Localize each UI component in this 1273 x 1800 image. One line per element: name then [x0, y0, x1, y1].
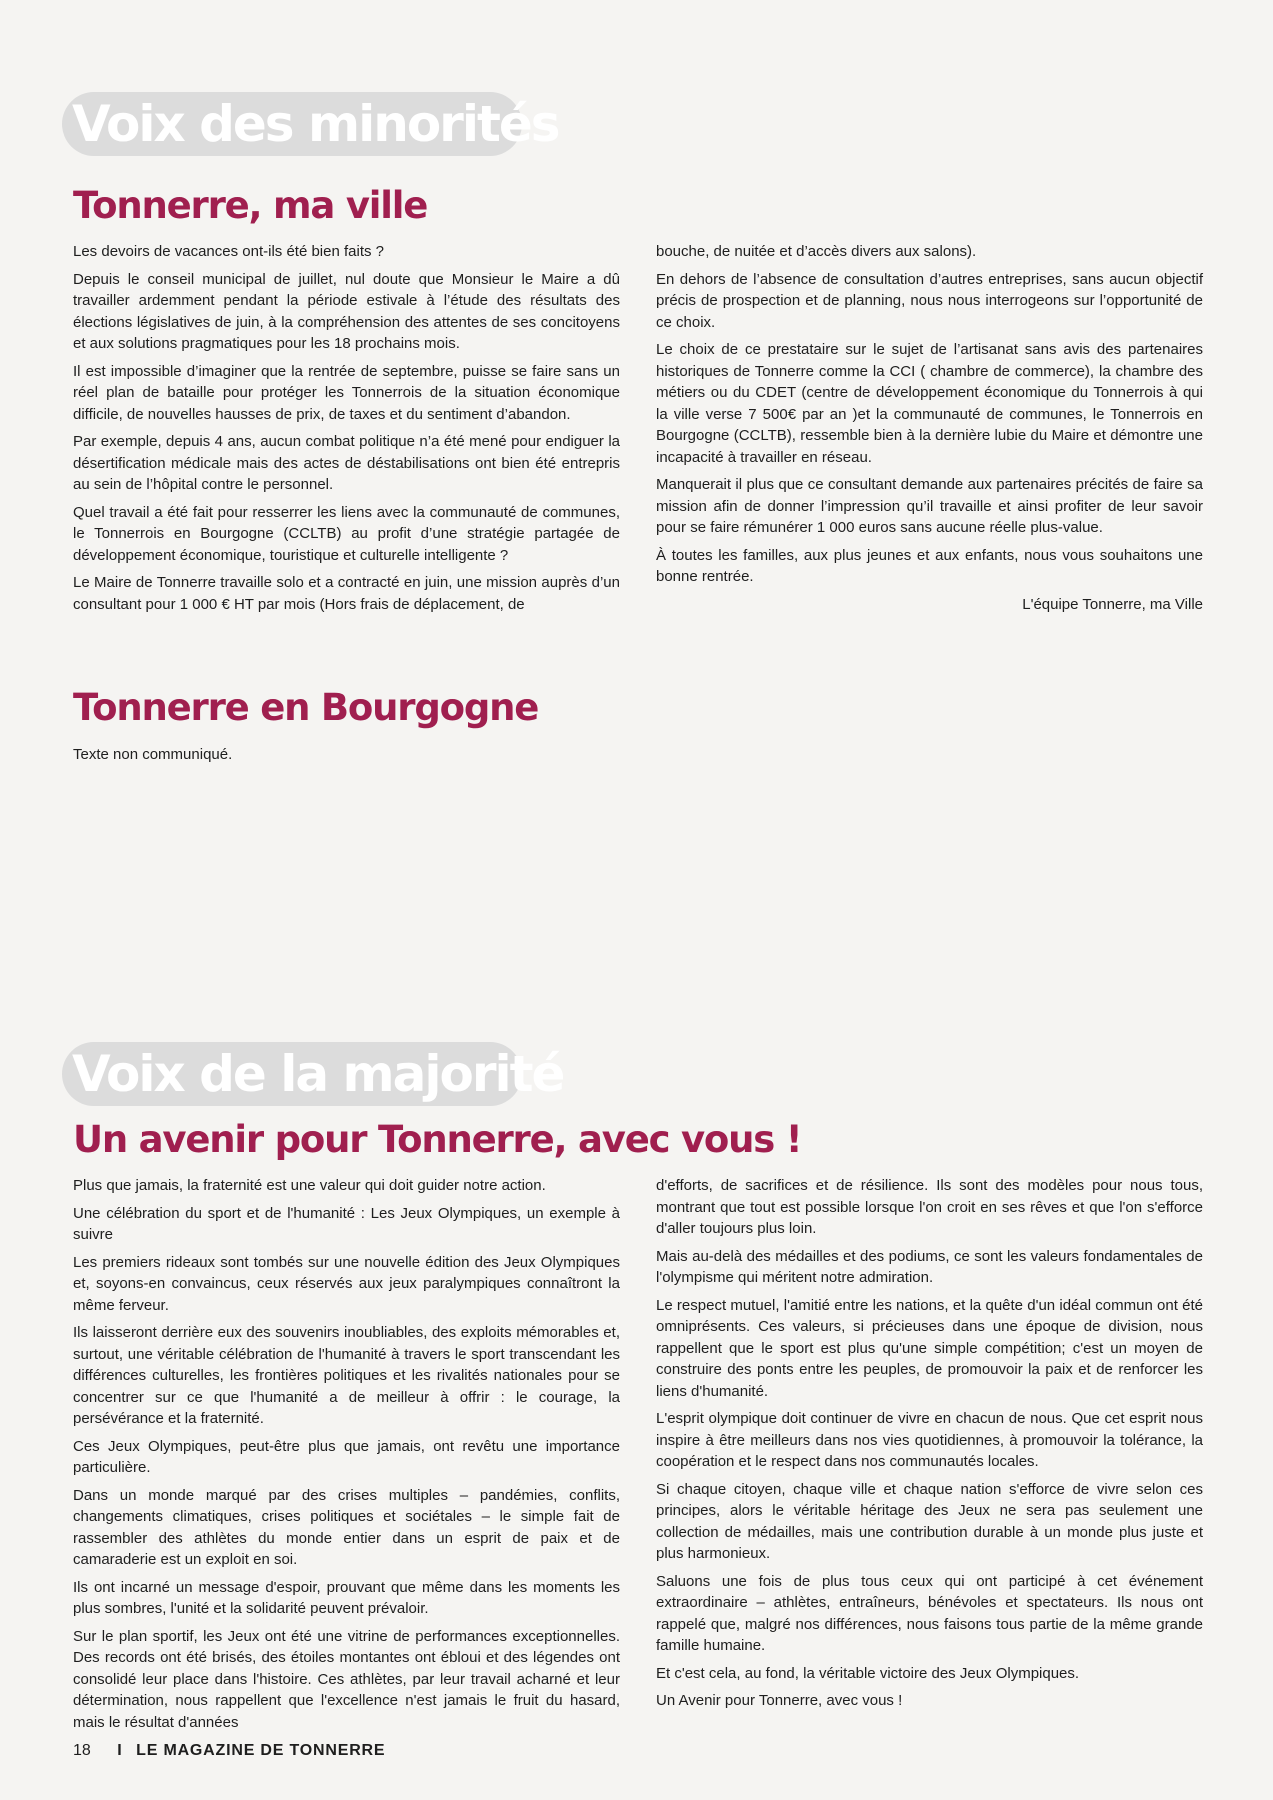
signature: L'équipe Tonnerre, ma Ville	[1022, 595, 1203, 613]
paragraph: Le respect mutuel, l'amitié entre les nations, et la quête d'un idéal commun ont été omniprésents. Ces valeurs, si précieuses dans une époque de division, nous rappellent que le sport est plus qu'une simple compétition; c'est un moyen de construire des ponts entre les peuples, de promouvoir la paix et de renforcer les liens d'humanité.	[656, 1296, 1203, 1400]
paragraph: Ils laisseront derrière eux des souvenirs inoubliables, des exploits mémorables et, surtout, une véritable célébration de l'humanité à travers le sport transcendant les différences culturelles, les frontières politiques et les rivalités nationales pour se concentrer sur ce que l'humanité a de meilleur à offrir : le courage, la persévérance et la fraternité.	[73, 1324, 620, 1427]
article-tonnerre-en-bourgogne	[73, 744, 620, 772]
article-tonnerre-ma-ville-left-column	[73, 241, 620, 621]
paragraph: Quel travail a été fait pour resserrer les liens avec la communauté de communes, le Tonnerrois en Bourgogne (CCLTB) au profit d’une stratégie partagée de développement économique, touristique et culturelle intelligente ?	[73, 503, 620, 564]
footer-separator: I	[117, 1742, 122, 1759]
heading-tonnerre-ma-ville: Tonnerre, ma ville	[73, 184, 428, 227]
paragraph: Dans un monde marqué par des crises multiples – pandémies, conflits, changements climatiques, crises politiques et sociétales – le simple fait de rassembler des athlètes du monde entier dans un esprit de paix et de camaraderie est un exploit en soi.	[73, 1486, 620, 1568]
paragraph: d'efforts, de sacrifices et de résilience. Ils sont des modèles pour nous tous, montrant que tout est possible lorsque l'on croit en ses rêves et que l'on s'efforce d'aller toujours plus loin.	[656, 1177, 1203, 1237]
paragraph: Par exemple, depuis 4 ans, aucun combat politique n’a été mené pour endiguer la désertification médicale mais des actes de déstabilisations ont bien été entrepris au sein de l’hôpital contre le personnel.	[73, 433, 620, 493]
paragraph: Une célébration du sport et de l'humanité : Les Jeux Olympiques, un exemple à suivre	[73, 1204, 620, 1243]
paragraph: Depuis le conseil municipal de juillet, nul doute que Monsieur le Maire a dû travailler ardemment pendant la période estivale à l’étude des résultats des élections législatives de juin, à la compréhension des attentes de ses concitoyens et aux solutions pragmatiques pour les 18 prochains mois.	[73, 270, 620, 352]
paragraph: Sur le plan sportif, les Jeux ont été une vitrine de performances exceptionnelles. Des records ont été brisés, des étoiles montantes ont ébloui et des légendes ont consolidé leur place dans l'histoire. Ces athlètes, par leur travail acharné et leur détermination, nous rappellent que l'excellence n'est jamais le fruit du hasard, mais le résultat d'années	[73, 1627, 620, 1731]
article-majorite-right-column	[656, 1175, 1203, 1718]
magazine-name: LE MAGAZINE DE TONNERRE	[136, 1742, 386, 1759]
paragraph: Saluons une fois de plus tous ceux qui ont participé à cet événement extraordinaire – athlètes, entraîneurs, bénévoles et spectateurs. Ils nous ont rappelé que, malgré nos différences, nous faisons tous partie de la même grande famille humaine.	[656, 1572, 1203, 1654]
article-majorite-left-column	[73, 1175, 620, 1739]
paragraph: Texte non communiqué.	[73, 746, 233, 763]
paragraph: En dehors de l’absence de consultation d’autres entreprises, sans aucun objectif précis de prospection et de planning, nous nous interrogeons sur l’opportunité de ce choix.	[656, 270, 1203, 331]
paragraph: Un Avenir pour Tonnerre, avec vous !	[656, 1692, 903, 1709]
paragraph: Mais au-delà des médailles et des podiums, ce sont les valeurs fondamentales de l'olympisme qui méritent notre admiration.	[656, 1247, 1203, 1286]
page-footer	[73, 1742, 385, 1760]
paragraph: Plus que jamais, la fraternité est une valeur qui doit guider notre action.	[73, 1177, 546, 1194]
paragraph: Il est impossible d’imaginer que la rentrée de septembre, puisse se faire sans un réel plan de bataille pour protéger les Tonnerrois de la situation économique difficile, de nouvelles hausses de prix, de taxes et du sentiment d’abandon.	[73, 362, 620, 423]
paragraph: Et c'est cela, au fond, la véritable victoire des Jeux Olympiques.	[656, 1664, 1080, 1682]
paragraph: Les devoirs de vacances ont-ils été bien faits ?	[73, 243, 385, 260]
article-tonnerre-ma-ville-right-column	[656, 241, 1203, 621]
paragraph: À toutes les familles, aux plus jeunes et aux enfants, nous vous souhaitons une bonne rentrée.	[656, 546, 1203, 585]
paragraph: Ces Jeux Olympiques, peut-être plus que jamais, ont revêtu une importance particulière.	[73, 1437, 620, 1476]
paragraph: Ils ont incarné un message d'espoir, prouvant que même dans les moments les plus sombres, l'unité et la solidarité peuvent prévaloir.	[73, 1578, 620, 1617]
paragraph: Le choix de ce prestataire sur le sujet de l’artisanat sans avis des partenaires historiques de Tonnerre comme la CCI ( chambre de commerce), la chambre des métiers ou du CDET (centre de développement économique du Tonnerrois à qui la ville verse 7 500€ par an )et la communauté de communes, le Tonnerrois en Bourgogne (CCLTB), ressemble bien à la dernière lubie du Maire et démontre une incapacité à travailler en réseau.	[656, 341, 1203, 466]
banner-voix-des-minorites: Voix des minorités	[62, 92, 522, 156]
banner-voix-de-la-majorite: Voix de la majorité	[62, 1042, 522, 1106]
paragraph: Les premiers rideaux sont tombés sur une nouvelle édition des Jeux Olympiques et, soyons-en convaincus, ceux réservés aux jeux paralympiques connaîtront la même ferveur.	[73, 1253, 620, 1314]
paragraph: bouche, de nuitée et d’accès divers aux salons).	[656, 243, 977, 260]
paragraph: Si chaque citoyen, chaque ville et chaque nation s'efforce de vivre selon ces principes, alors le véritable héritage des Jeux ne sera pas seulement une collection de médailles, mais une contribution durable à un monde plus juste et plus harmonieux.	[656, 1480, 1203, 1562]
paragraph: Le Maire de Tonnerre travaille solo et a contracté en juin, une mission auprès d’un consultant pour 1 000 € HT par mois (Hors frais de déplacement, de	[73, 574, 620, 613]
heading-un-avenir-pour-tonnerre: Un avenir pour Tonnerre, avec vous !	[73, 1118, 802, 1161]
heading-tonnerre-en-bourgogne: Tonnerre en Bourgogne	[73, 686, 539, 729]
paragraph: Manquerait il plus que ce consultant demande aux partenaires précités de faire sa mission afin de donner l’impression qu’il travaille et ainsi profiter de leur savoir pour se faire rémunérer 1 000 euros sans aucune réelle plus-value.	[656, 476, 1203, 536]
page-number: 18	[73, 1742, 91, 1759]
paragraph: L'esprit olympique doit continuer de vivre en chacun de nous. Que cet esprit nous inspire à être meilleurs dans nos vies quotidiennes, à promouvoir la tolérance, la coopération et le respect dans nos communautés locales.	[656, 1410, 1203, 1470]
